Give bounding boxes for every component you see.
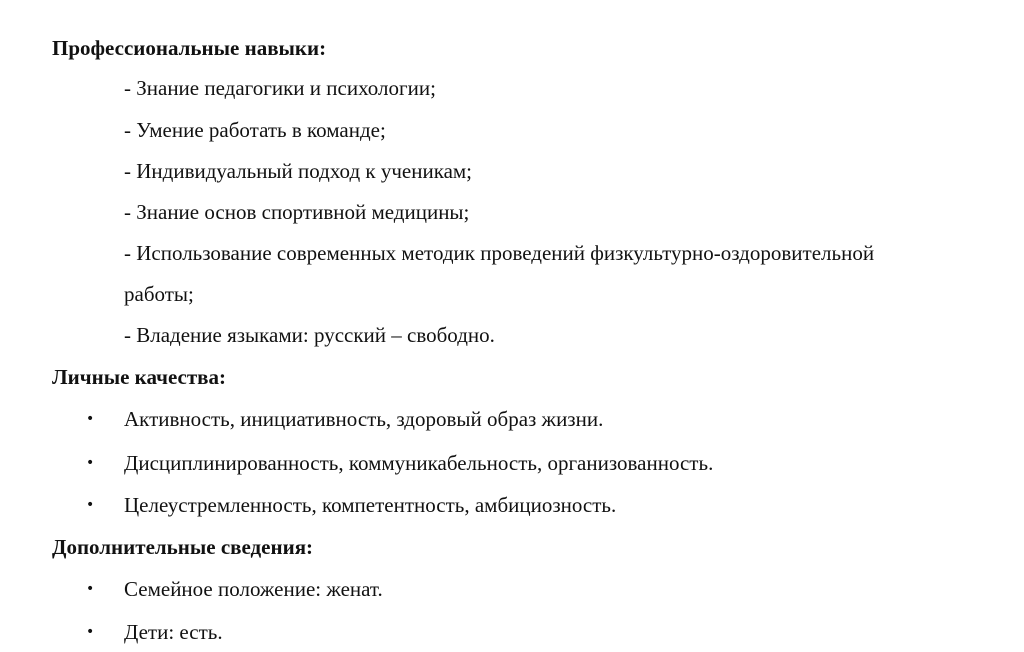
quality-text: Дисциплинированность, коммуникабельность, организованность. (124, 451, 714, 475)
skill-item: - Знание педагогики и психологии; (124, 76, 436, 100)
skill-item-continuation: работы; (124, 282, 194, 306)
additional-text: Дети: есть. (124, 620, 223, 644)
quality-text: Целеустремленность, компетентность, амбициозность. (124, 493, 617, 517)
quality-text: Активность, инициативность, здоровый образ жизни. (124, 407, 604, 431)
skill-item: - Индивидуальный подход к ученикам; (124, 159, 473, 183)
skill-item: - Умение работать в команде; (124, 118, 386, 142)
bullet-icon: • (86, 497, 95, 513)
bullet-icon: • (86, 455, 95, 471)
professional-skills-heading: Профессиональные навыки: (52, 36, 327, 60)
skill-item: - Владение языками: русский – свободно. (124, 323, 495, 347)
bullet-icon: • (86, 581, 95, 597)
bullet-icon: • (86, 624, 95, 640)
additional-text: Семейное положение: женат. (124, 577, 383, 601)
bullet-icon: • (86, 411, 95, 427)
skill-item: - Знание основ спортивной медицины; (124, 200, 470, 224)
skill-item: - Использование современных методик проведений физкультурно-оздоровительной (124, 241, 875, 265)
personal-qualities-heading: Личные качества: (52, 365, 226, 389)
additional-info-heading: Дополнительные сведения: (52, 535, 314, 559)
